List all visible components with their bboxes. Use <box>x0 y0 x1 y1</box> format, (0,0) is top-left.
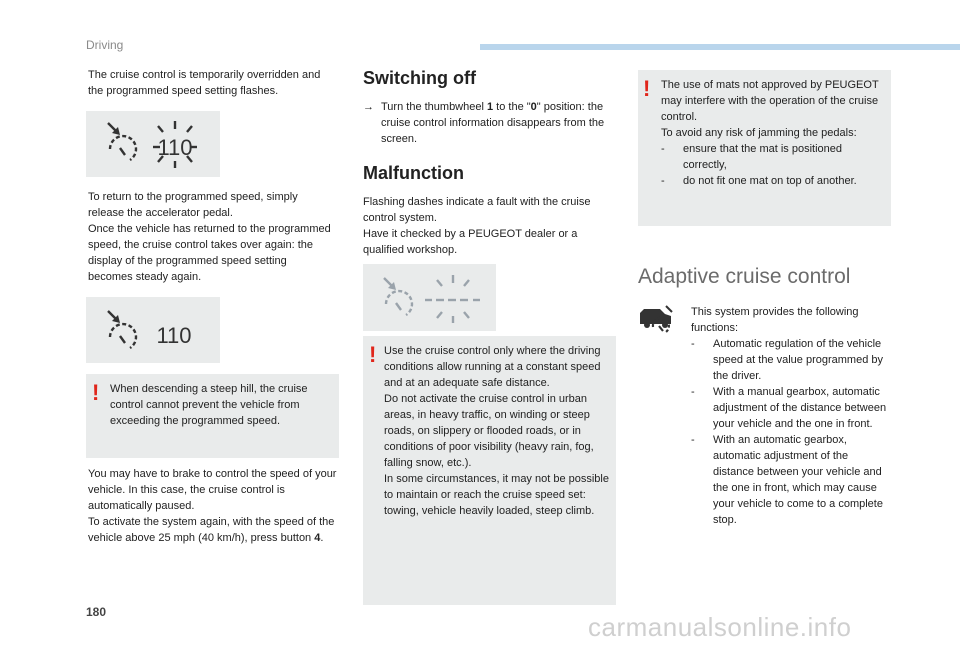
malfunction-text <box>363 194 613 258</box>
brake-text-post: . <box>320 532 324 544</box>
speedometer-flashing-icon <box>86 111 220 177</box>
adaptive-functions-list <box>691 336 891 528</box>
warning-box-steep-hill <box>86 374 339 458</box>
warning-usage-paragraph-1: Use the cruise control only where the driving conditions allow running at a constant speed and at an adequate safe distance. <box>384 345 601 389</box>
heading-malfunction: Malfunction <box>363 163 464 183</box>
list-item: - Automatic regulation of the vehicle speed at the value programmed by the driver. <box>691 338 883 382</box>
switching-off-mid: to the " <box>493 101 531 113</box>
list-item: - With an automatic gearbox, automatic adjustment of the distance between your vehicle and the one in front, which may cause your vehicle to come to a complete stop. <box>691 434 883 526</box>
button-number: 4 <box>314 532 321 544</box>
thumbwheel-number: 1 <box>486 101 494 113</box>
display-flashing-speed <box>86 111 220 177</box>
return-paragraph-1: To return to the programmed speed, simply release the accelerator pedal. <box>88 191 298 219</box>
intro-paragraph: The cruise control is temporarily overridden and the programmed speed setting flashes. <box>88 69 321 97</box>
return-paragraph-2: Once the vehicle has returned to the programmed speed, the cruise control takes over again: the display of the programmed speed setting becomes steady again. <box>88 223 331 283</box>
list-item: - ensure that the mat is positioned correctly, <box>661 143 842 171</box>
warning-mats-list <box>661 141 887 189</box>
adaptive-intro: This system provides the following functions: <box>691 306 859 334</box>
warning-steep-hill-text: When descending a steep hill, the cruise control cannot prevent the vehicle from exceeding the programmed speed. <box>110 383 308 427</box>
warning-mats-paragraph-1: The use of mats not approved by PEUGEOT may interfere with the operation of the cruise control. <box>661 79 879 123</box>
watermark: carmanualsonline.info <box>588 612 852 642</box>
adaptive-description <box>691 304 891 528</box>
brake-text <box>88 466 338 546</box>
malfunction-paragraph-1: Flashing dashes indicate a fault with the cruise control system. <box>363 196 591 224</box>
brake-text-pre: To activate the system again, with the speed of the vehicle above 25 mph (40 km/h), press button <box>88 516 335 544</box>
warning-mats-paragraph-2: To avoid any risk of jamming the pedals: <box>661 127 857 139</box>
intro-text <box>88 67 333 99</box>
heading-switching-off: Switching off <box>363 68 476 88</box>
warning-box-mats <box>638 70 891 226</box>
heading-adaptive-cruise-control: Adaptive cruise control <box>638 265 851 288</box>
page-number: 180 <box>86 605 107 619</box>
malfunction-paragraph-2: Have it checked by a PEUGEOT dealer or a qualified workshop. <box>363 228 578 256</box>
switching-off-pre: Turn the thumbwheel <box>381 101 487 113</box>
display-fault-dashes <box>363 264 496 331</box>
arrow-bullet-icon: → <box>363 101 374 113</box>
list-item: - do not fit one mat on top of another. <box>661 175 857 187</box>
warning-usage-paragraph-3: In some circumstances, it may not be possible to maintain or reach the cruise speed set: towing, vehicle heavily loaded, steep climb. <box>384 473 609 517</box>
display-steady-speed <box>86 297 220 363</box>
warning-box-usage <box>363 336 616 605</box>
speedometer-fault-icon <box>363 264 496 331</box>
list-item: - With a manual gearbox, automatic adjustment of the distance between your vehicle and the one in front. <box>691 386 887 430</box>
warning-usage-paragraph-2: Do not activate the cruise control in urban areas, in heavy traffic, on winding or steep roads, on slippery or flooded roads, or in conditions of poor visibility (heavy rain, fog, falling snow, etc.). <box>384 393 594 469</box>
adaptive-cruise-car-icon <box>638 305 674 335</box>
switching-off-instruction <box>363 99 613 147</box>
warning-icon: ! <box>92 380 100 405</box>
warning-icon: ! <box>643 76 651 101</box>
section-name: Driving <box>86 38 124 52</box>
warning-icon: ! <box>369 342 377 367</box>
display2-speed: 110 <box>156 323 192 348</box>
brake-paragraph-1: You may have to brake to control the speed of your vehicle. In this case, the cruise control is automatically paused. <box>88 468 337 512</box>
header-accent-bar <box>480 44 960 50</box>
brake-paragraph-2 <box>88 514 338 546</box>
display1-speed: 110 <box>157 135 193 160</box>
speedometer-steady-icon <box>86 297 220 363</box>
return-speed-text <box>88 189 333 285</box>
switching-off-post: " position: the cruise control information disappears from the screen. <box>381 101 605 145</box>
position-zero: 0 <box>530 101 537 113</box>
